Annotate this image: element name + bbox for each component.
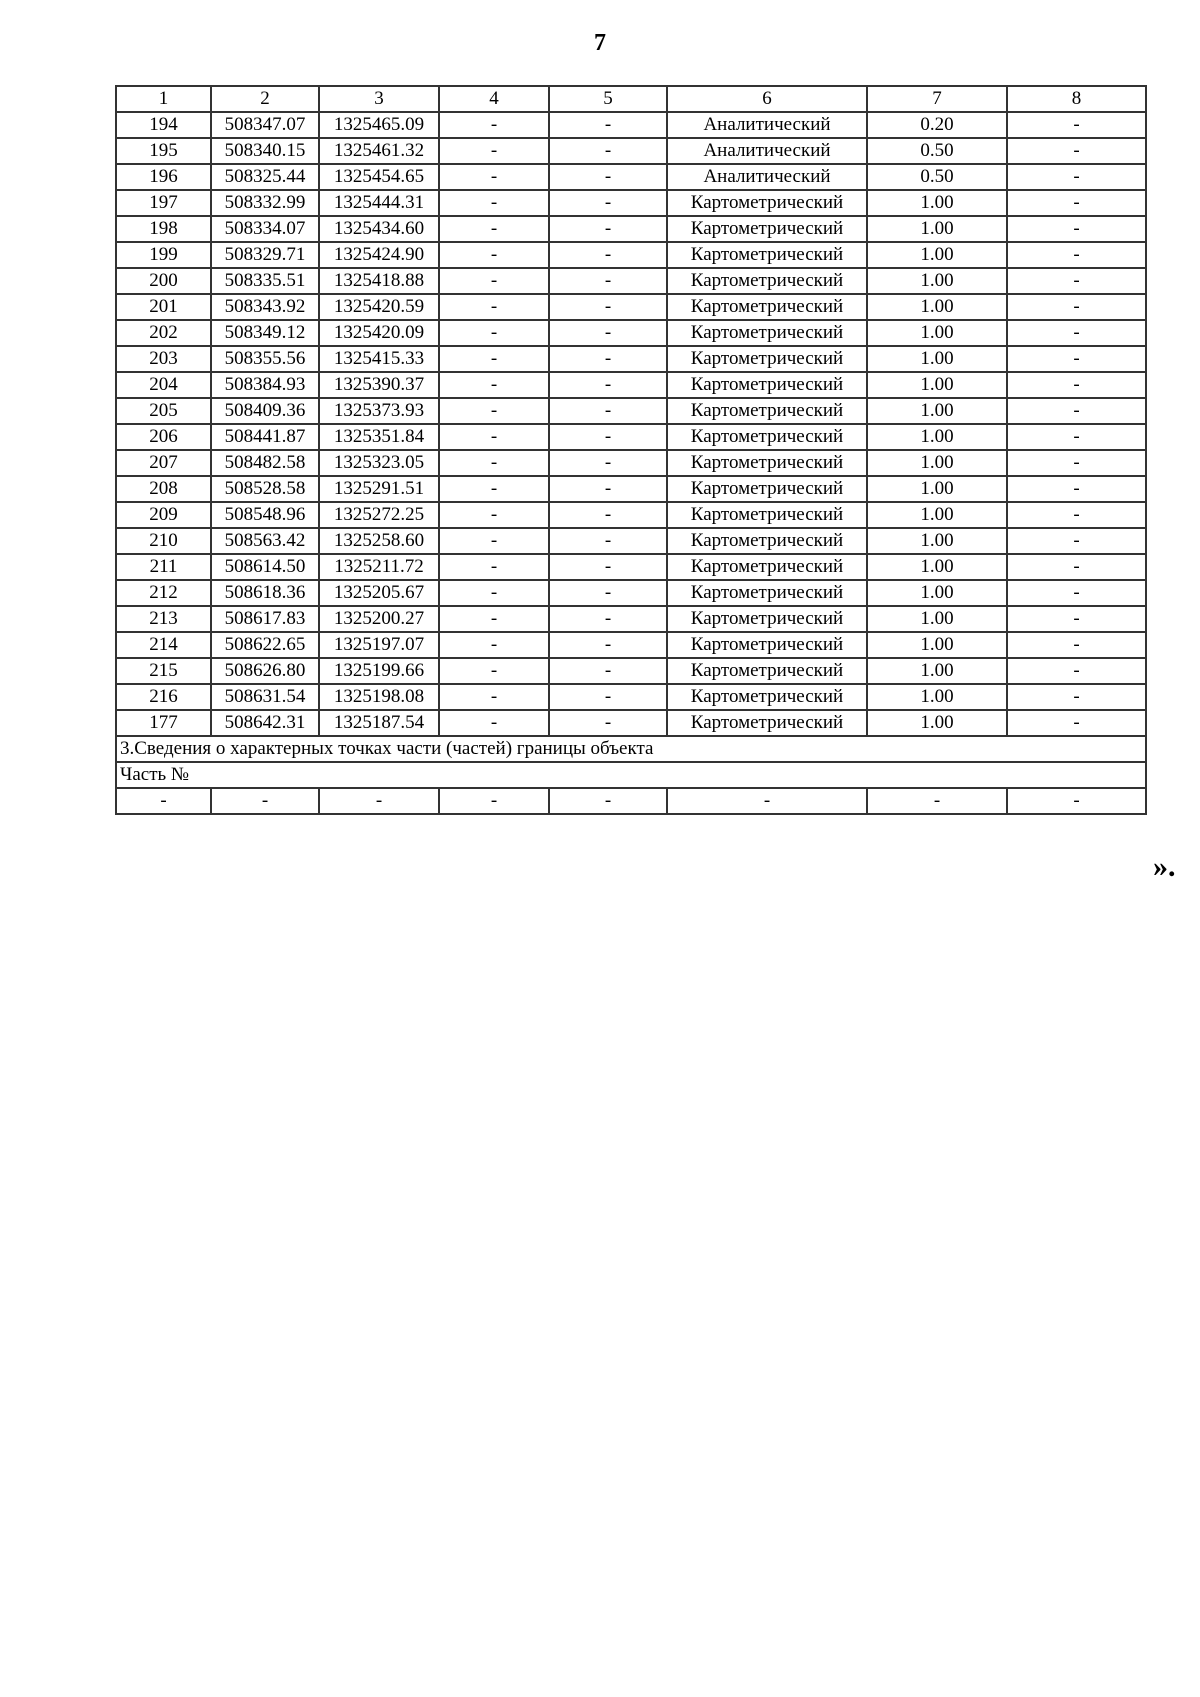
table-cell: 1325434.60 [319,216,439,242]
table-cell: Картометрический [667,658,867,684]
table-cell: - [439,632,549,658]
table-cell: Картометрический [667,684,867,710]
table-cell: 1.00 [867,606,1007,632]
table-cell: 1325420.59 [319,294,439,320]
table-cell: 1.00 [867,528,1007,554]
table-cell: 8 [1007,86,1146,112]
table-cell: Аналитический [667,164,867,190]
table-cell: 0.50 [867,138,1007,164]
table-cell: 1.00 [867,242,1007,268]
table-cell: 196 [116,164,211,190]
table-cell: 1325272.25 [319,502,439,528]
table-row [116,450,1146,476]
table-cell: - [549,242,667,268]
table-cell: - [549,658,667,684]
table-cell: 209 [116,502,211,528]
table-cell: 195 [116,138,211,164]
table-cell: Картометрический [667,450,867,476]
table-row [116,372,1146,398]
section-title: 3.Сведения о характерных точках части (частей) границы объекта [116,736,1146,762]
table-cell: Картометрический [667,372,867,398]
table-cell: - [1007,450,1146,476]
table-cell: 508335.51 [211,268,319,294]
table-row [116,424,1146,450]
table-cell: 508482.58 [211,450,319,476]
table-row [116,190,1146,216]
table-cell: 215 [116,658,211,684]
table-row [116,216,1146,242]
table-cell: 0.20 [867,112,1007,138]
table-cell: 216 [116,684,211,710]
table-cell: Картометрический [667,242,867,268]
table-cell: - [1007,138,1146,164]
table-empty-row [116,788,1146,814]
page-number: 7 [594,30,606,56]
table-cell: - [1007,788,1146,814]
table-cell: 1325187.54 [319,710,439,736]
table-cell: 4 [439,86,549,112]
table-cell: 1325205.67 [319,580,439,606]
table-cell: - [439,476,549,502]
table-cell: - [116,788,211,814]
table-cell: - [439,398,549,424]
table-cell: - [549,502,667,528]
table-row [116,320,1146,346]
table-cell: - [549,164,667,190]
table-cell: - [439,112,549,138]
table-cell: - [549,190,667,216]
table-cell: - [549,294,667,320]
table-cell: - [1007,216,1146,242]
table-cell: 1.00 [867,554,1007,580]
table-cell: 508548.96 [211,502,319,528]
table-cell: 508563.42 [211,528,319,554]
table-cell: 508347.07 [211,112,319,138]
table-row [116,554,1146,580]
table-cell: Картометрический [667,580,867,606]
table-cell: - [439,554,549,580]
table-cell: 1.00 [867,372,1007,398]
table-cell: - [439,320,549,346]
table-cell: 204 [116,372,211,398]
table-cell: 1.00 [867,632,1007,658]
section-title-row [116,736,1146,762]
table-cell: 1.00 [867,398,1007,424]
table-cell: 1.00 [867,320,1007,346]
table-cell: - [549,632,667,658]
table-cell: - [439,294,549,320]
table-cell: 201 [116,294,211,320]
table-cell: 508355.56 [211,346,319,372]
table-cell: 1325390.37 [319,372,439,398]
table-cell: - [1007,294,1146,320]
table-cell: 508343.92 [211,294,319,320]
table-cell: 508614.50 [211,554,319,580]
table-cell: - [439,190,549,216]
table-cell: 1.00 [867,710,1007,736]
table-cell: 1.00 [867,580,1007,606]
table-cell: 1325198.08 [319,684,439,710]
table-cell: - [439,138,549,164]
table-cell: 207 [116,450,211,476]
table-row [116,606,1146,632]
table-cell: Картометрический [667,476,867,502]
table-cell: - [549,528,667,554]
table-cell: Картометрический [667,502,867,528]
table-cell: 1325454.65 [319,164,439,190]
table-cell: 194 [116,112,211,138]
table-row [116,632,1146,658]
table-cell: 508642.31 [211,710,319,736]
table-cell: - [1007,606,1146,632]
table-cell: Картометрический [667,216,867,242]
table-cell: Картометрический [667,294,867,320]
table-cell: 1325291.51 [319,476,439,502]
table-cell: 508340.15 [211,138,319,164]
table-cell: 1.00 [867,190,1007,216]
table-cell: 508349.12 [211,320,319,346]
table-row [116,684,1146,710]
table-cell: - [549,476,667,502]
table-cell: 1325420.09 [319,320,439,346]
table-cell: 198 [116,216,211,242]
table-cell: - [439,268,549,294]
table-cell: 508334.07 [211,216,319,242]
table-row [116,164,1146,190]
table-cell: Картометрический [667,398,867,424]
table-cell: 1.00 [867,346,1007,372]
table-body [116,86,1146,814]
table-cell: Аналитический [667,112,867,138]
table-cell: - [549,138,667,164]
table-cell: - [439,450,549,476]
table-cell: - [549,216,667,242]
table-cell: 7 [867,86,1007,112]
table-cell: - [549,372,667,398]
table-cell: 1.00 [867,424,1007,450]
coordinates-table [115,85,1147,815]
table-cell: - [1007,528,1146,554]
table-cell: 214 [116,632,211,658]
table-cell: 1325424.90 [319,242,439,268]
closing-quote-mark: ». [1153,850,1176,883]
table-cell: - [549,554,667,580]
table-cell: - [1007,346,1146,372]
table-row [116,138,1146,164]
table-cell: 5 [549,86,667,112]
table-cell: 208 [116,476,211,502]
table-cell: Картометрический [667,424,867,450]
table-cell: 1325465.09 [319,112,439,138]
table-cell: Картометрический [667,268,867,294]
table-cell: 508626.80 [211,658,319,684]
table-cell: 1.00 [867,268,1007,294]
table-cell: - [549,320,667,346]
table-cell: 1325418.88 [319,268,439,294]
table-cell: 508384.93 [211,372,319,398]
table-row [116,476,1146,502]
table-row [116,294,1146,320]
table-cell: 213 [116,606,211,632]
table-cell: - [549,580,667,606]
table-cell: - [439,242,549,268]
table-cell: Картометрический [667,528,867,554]
table-cell: 1.00 [867,294,1007,320]
table-cell: - [211,788,319,814]
table-cell: - [1007,658,1146,684]
table-cell: - [549,606,667,632]
table-row [116,710,1146,736]
table-cell: - [439,710,549,736]
table-cell: - [1007,710,1146,736]
table-cell: 210 [116,528,211,554]
table-cell: 508622.65 [211,632,319,658]
table-row [116,346,1146,372]
table-cell: - [439,684,549,710]
table-cell: - [1007,502,1146,528]
table-row [116,658,1146,684]
table-cell: - [439,164,549,190]
table-cell: 197 [116,190,211,216]
table-cell: 206 [116,424,211,450]
table-cell: - [549,112,667,138]
table-cell: - [439,606,549,632]
table-cell: - [549,424,667,450]
table-cell: - [439,788,549,814]
table-cell: 1.00 [867,476,1007,502]
table-cell: 508332.99 [211,190,319,216]
table-cell: - [439,580,549,606]
part-label-row [116,762,1146,788]
table-cell: 1325461.32 [319,138,439,164]
table-row [116,528,1146,554]
table-cell: 205 [116,398,211,424]
table-cell: - [1007,398,1146,424]
table-cell: - [1007,580,1146,606]
table-cell: - [1007,242,1146,268]
table-cell: Картометрический [667,606,867,632]
table-cell: 508618.36 [211,580,319,606]
table-cell: 1325199.66 [319,658,439,684]
table-cell: Картометрический [667,190,867,216]
table-cell: 202 [116,320,211,346]
table-cell: - [549,268,667,294]
table-cell: - [439,528,549,554]
table-cell: 1.00 [867,450,1007,476]
table-cell: 1325211.72 [319,554,439,580]
table-cell: - [1007,684,1146,710]
table-cell: Картометрический [667,320,867,346]
table-cell: - [1007,320,1146,346]
table-cell: - [439,658,549,684]
table-cell: 1325444.31 [319,190,439,216]
table-cell: - [549,398,667,424]
table-cell: 200 [116,268,211,294]
table-cell: - [1007,424,1146,450]
table-cell: - [1007,268,1146,294]
table-cell: Картометрический [667,554,867,580]
part-label: Часть № [116,762,1146,788]
table-cell: 508528.58 [211,476,319,502]
table-cell: 1325258.60 [319,528,439,554]
table-cell: 1325200.27 [319,606,439,632]
table-cell: 212 [116,580,211,606]
table-cell: 177 [116,710,211,736]
table-cell: 508409.36 [211,398,319,424]
table-cell: Картометрический [667,346,867,372]
table-cell: - [439,346,549,372]
table-cell: 2 [211,86,319,112]
table-cell: 1325197.07 [319,632,439,658]
table-cell: 199 [116,242,211,268]
table-cell: 6 [667,86,867,112]
table-cell: Аналитический [667,138,867,164]
table-cell: - [549,684,667,710]
table-cell: 3 [319,86,439,112]
table-cell: - [1007,632,1146,658]
table-header-row [116,86,1146,112]
table-cell: Картометрический [667,710,867,736]
table-cell: 508325.44 [211,164,319,190]
table-cell: 1.00 [867,684,1007,710]
table-cell: - [549,450,667,476]
table-cell: 508617.83 [211,606,319,632]
table-cell: - [439,502,549,528]
table-cell: - [1007,554,1146,580]
table-cell: - [549,346,667,372]
table-cell: 0.50 [867,164,1007,190]
table-cell: 1325323.05 [319,450,439,476]
table-cell: 1.00 [867,216,1007,242]
table-cell: 1.00 [867,502,1007,528]
table-cell: - [1007,112,1146,138]
table-cell: - [1007,476,1146,502]
table-row [116,580,1146,606]
coordinates-table-container [115,85,1145,815]
table-cell: 508441.87 [211,424,319,450]
table-cell: - [439,216,549,242]
table-cell: 508631.54 [211,684,319,710]
table-cell: 211 [116,554,211,580]
table-row [116,268,1146,294]
table-row [116,502,1146,528]
table-cell: - [1007,372,1146,398]
table-cell: 1325415.33 [319,346,439,372]
table-cell: - [439,424,549,450]
table-cell: - [319,788,439,814]
table-cell: - [667,788,867,814]
table-cell: 1 [116,86,211,112]
table-row [116,398,1146,424]
table-row [116,112,1146,138]
table-cell: - [439,372,549,398]
table-cell: - [549,788,667,814]
table-cell: 508329.71 [211,242,319,268]
table-cell: 1325373.93 [319,398,439,424]
table-cell: - [549,710,667,736]
table-cell: Картометрический [667,632,867,658]
table-cell: 203 [116,346,211,372]
table-cell: 1325351.84 [319,424,439,450]
table-cell: 1.00 [867,658,1007,684]
table-row [116,242,1146,268]
table-cell: - [1007,164,1146,190]
table-cell: - [867,788,1007,814]
table-cell: - [1007,190,1146,216]
